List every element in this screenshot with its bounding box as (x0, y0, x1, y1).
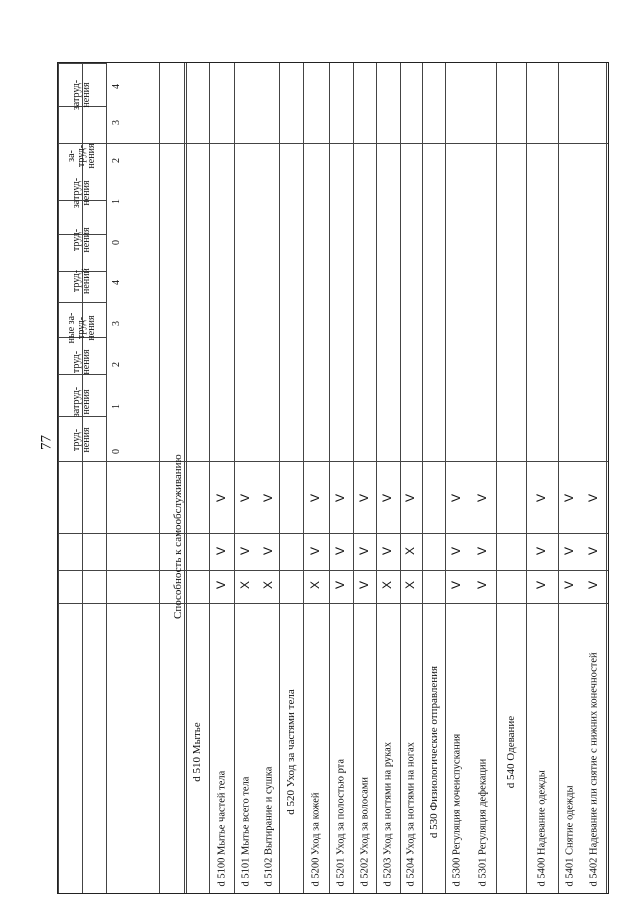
row-mark: X (380, 580, 395, 590)
row-label: d 5201 Уход за полостью рта (335, 758, 347, 887)
grid-line (58, 63, 106, 64)
grid-line (353, 63, 354, 893)
grid-line (303, 63, 304, 893)
row-mark: V (333, 580, 348, 590)
row-mark: V (380, 493, 395, 503)
column-number: 3 (111, 321, 122, 326)
row-mark: V (213, 546, 228, 556)
row-mark: X (238, 580, 253, 590)
row-mark: V (562, 580, 577, 590)
row-mark: V (333, 546, 348, 556)
row-mark: V (356, 580, 371, 590)
column-header: затруд- нения (71, 386, 92, 418)
row-mark: X (403, 546, 418, 556)
row-label: d 5100 Мытье частей тела (216, 770, 227, 887)
grid-line (558, 63, 559, 893)
row-label: d 5200 Уход за кожей (310, 792, 322, 887)
column-header: затруд- нения (71, 177, 92, 209)
row-mark: X (260, 580, 275, 590)
row-mark: V (534, 580, 549, 590)
row-mark: V (403, 493, 418, 503)
column-number: 0 (111, 449, 122, 454)
row-label: d 5301 Регуляция дефекации (477, 758, 488, 887)
grid-line (329, 63, 330, 893)
row-mark: V (449, 580, 464, 590)
column-number: 4 (111, 84, 122, 89)
assessment-table (57, 62, 609, 894)
row-mark: V (449, 493, 464, 503)
row-label: d 5102 Вытирание и сушка (263, 766, 274, 887)
group-title: d 540 Одевание (505, 715, 517, 789)
row-label: d 5401 Снятие одежды (564, 785, 576, 887)
column-header: труд- нения (71, 227, 92, 253)
grid-line (526, 63, 527, 893)
grid-line (184, 63, 185, 893)
grid-line (606, 63, 607, 893)
grid-line (279, 63, 280, 893)
row-mark: V (333, 493, 348, 503)
row-mark: V (238, 493, 253, 503)
row-mark: V (474, 493, 489, 503)
row-label: d 5101 Мытье всего тела (240, 776, 252, 887)
column-header: труд- нений (71, 268, 92, 294)
row-mark: V (586, 580, 601, 590)
row-label: d 5300 Регуляция мочеиспускания (451, 733, 463, 887)
grid-line (159, 63, 160, 893)
grid-line (58, 63, 59, 893)
column-number: 1 (111, 404, 122, 409)
column-number: 2 (111, 362, 122, 367)
row-mark: X (308, 580, 323, 590)
row-mark: V (213, 493, 228, 503)
grid-line (376, 63, 377, 893)
row-mark: V (474, 580, 489, 590)
grid-line (234, 63, 235, 893)
grid-line (496, 63, 497, 893)
column-number: 1 (111, 199, 122, 204)
column-number: 0 (111, 240, 122, 245)
grid-line (186, 63, 187, 893)
row-mark: V (213, 580, 228, 590)
grid-line (400, 63, 401, 893)
column-header: за- труд- нения (66, 143, 97, 169)
row-mark: V (474, 546, 489, 556)
row-label: d 5202 Уход за волосами (359, 776, 370, 887)
column-header: труд- нения (71, 427, 92, 453)
group-title: d 510 Мытье (190, 722, 203, 782)
grid-line (106, 63, 107, 893)
row-mark: V (562, 493, 577, 503)
section-label: Способность к самообслуживанию (172, 454, 184, 619)
row-mark: V (380, 546, 395, 556)
row-label: d 5402 Надевание или снятие с нижних конечностей (588, 652, 600, 887)
group-title: d 520 Уход за частями тела (285, 689, 297, 815)
row-mark: V (308, 493, 323, 503)
row-mark: X (403, 580, 418, 590)
row-mark: V (308, 546, 323, 556)
row-label: d 5203 Уход за ногтями на руках (382, 741, 394, 887)
grid-line (445, 63, 446, 893)
row-mark: V (238, 546, 253, 556)
row-mark: V (356, 546, 371, 556)
column-number: 2 (111, 158, 122, 163)
column-number: 3 (111, 120, 122, 125)
row-label: d 5204 Уход за ногтями на ногах (405, 742, 417, 887)
column-header: затруд- нения (71, 79, 92, 111)
grid-line (209, 63, 210, 893)
row-mark: V (586, 546, 601, 556)
grid-line (422, 63, 423, 893)
row-label: d 5400 Надевание одежды (536, 770, 548, 887)
page-number: 77 (38, 435, 55, 450)
row-mark: V (260, 493, 275, 503)
column-header: труд- нения (71, 349, 92, 375)
row-mark: V (534, 493, 549, 503)
row-mark: V (534, 546, 549, 556)
column-header: ные за- труд- нения (66, 312, 97, 344)
row-mark: V (562, 546, 577, 556)
row-mark: V (260, 546, 275, 556)
group-title: d 530 Физиологические отправления (427, 665, 440, 839)
row-mark: V (449, 546, 464, 556)
row-mark: V (356, 493, 371, 503)
row-mark: V (586, 493, 601, 503)
column-number: 4 (111, 280, 122, 285)
